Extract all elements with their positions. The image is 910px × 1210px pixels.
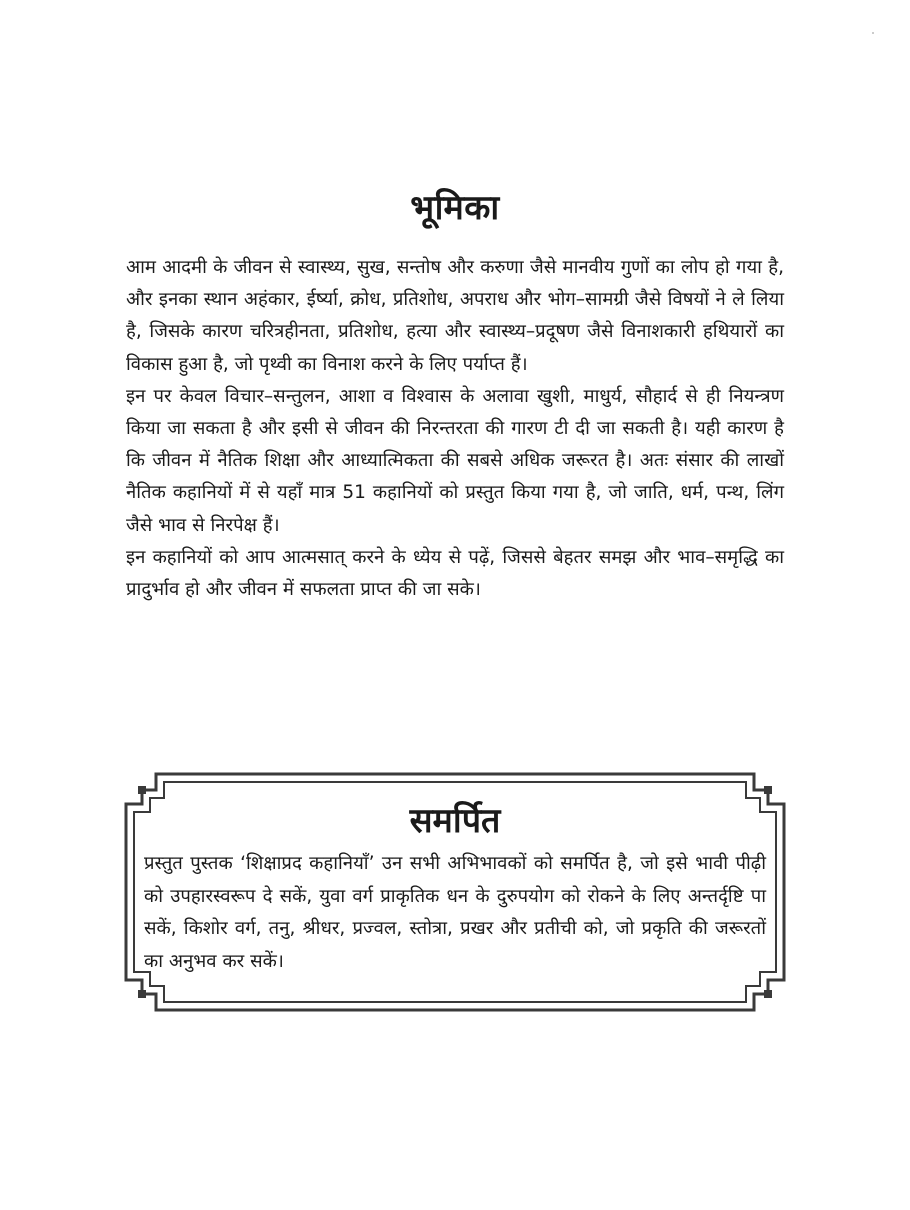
dedication-box — [120, 768, 790, 1016]
preface-paragraph-2: इन पर केवल विचार–सन्तुलन, आशा व विश्वास के अलावा खुशी, माधुर्य, सौहार्द से ही नियन्त्रण किया जा सकता है और इसी से जीवन की निरन्तरता की गारण टी दी जा सकती है। यही कारण है कि जीवन में नैतिक शिक्षा और आध्यात्मिकता की सबसे अधिक जरूरत है। अतः संसार की लाखों नैतिक कहानियों में से यहाँ मात्र 51 कहानियों को प्रस्तुत किया गया है, जो जाति, धर्म, पन्थ, लिंग जैसे भाव से निरपेक्ष हैं। — [126, 385, 784, 536]
scan-speck — [872, 32, 874, 34]
preface-paragraph-1: आम आदमी के जीवन से स्वास्थ्य, सुख, सन्तोष और करुणा जैसे मानवीय गुणों का लोप हो गया है, और इनका स्थान अहंकार, ईर्ष्या, क्रोध, प्रतिशोध, अपराध और भोग–सामग्री जैसे विषयों ने ले लिया है, जिसके कारण चरित्रहीनता, प्रतिशोध, हत्या और स्वास्थ्य–प्रदूषण जैसे विनाशकारी हथियारों का विकास हुआ है, जो पृथ्वी का विनाश करने के लिए पर्याप्त हैं। — [126, 257, 784, 375]
preface-body — [126, 252, 784, 606]
dedication-title: समर्पित — [409, 801, 501, 841]
preface-paragraph-3: इन कहानियों को आप आत्मसात् करने के ध्येय से पढ़ें, जिससे बेहतर समझ और भाव–समृद्धि का प्रादुर्भाव हो और जीवन में सफलता प्राप्त की जा सके। — [126, 546, 784, 601]
dedication-text: प्रस्तुत पुस्तक ‘शिक्षाप्रद कहानियाँ’ उन सभी अभिभावकों को समर्पित है, जो इसे भावी पीढ़ी को उपहारस्वरूप दे सकें, युवा वर्ग प्राकृतिक धन के दुरुपयोग को रोकने के लिए अन्तर्दृष्टि पा सकें, किशोर वर्ग, तनु, श्रीधर, प्रज्वल, स्तोत्रा, प्रखर और प्रतीची को, जो प्रकृति की जरूरतों का अनुभव कर सकें। — [144, 853, 766, 972]
preface-title: भूमिका — [410, 188, 500, 228]
